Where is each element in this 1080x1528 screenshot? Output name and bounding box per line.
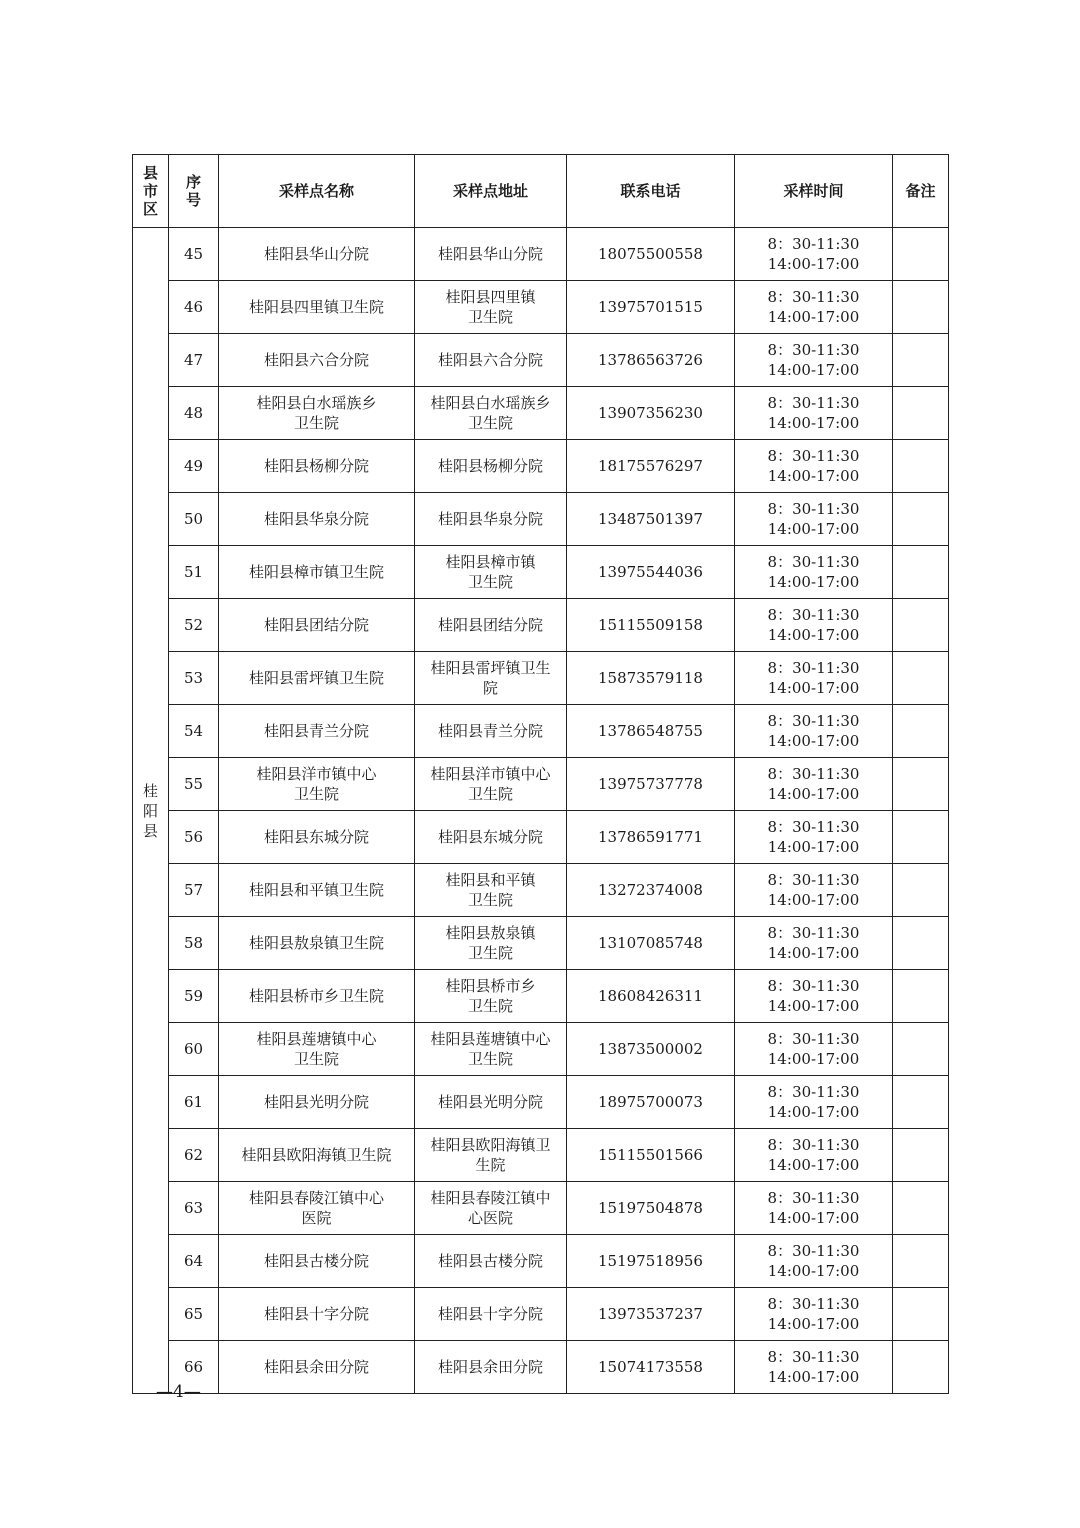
table-row [133,546,949,599]
phone-cell: 13975701515 [567,281,735,334]
table-row [133,970,949,1023]
table-row [133,493,949,546]
phone-cell: 13786563726 [567,334,735,387]
table-row [133,811,949,864]
time-cell: 8：30-11:30 14:00-17:00 [735,970,893,1023]
table-row [133,705,949,758]
name-cell: 桂阳县四里镇卫生院 [219,281,415,334]
table-row [133,1182,949,1235]
table-row [133,228,949,281]
address-cell: 桂阳县东城分院 [415,811,567,864]
name-cell: 桂阳县白水瑶族乡 卫生院 [219,387,415,440]
table-row [133,1129,949,1182]
table-row [133,1076,949,1129]
seq-cell: 53 [169,652,219,705]
seq-cell: 48 [169,387,219,440]
address-cell: 桂阳县华山分院 [415,228,567,281]
seq-cell: 62 [169,1129,219,1182]
phone-cell: 15115501566 [567,1129,735,1182]
address-cell: 桂阳县桥市乡 卫生院 [415,970,567,1023]
sampling-sites-table [132,154,949,1394]
seq-cell: 60 [169,1023,219,1076]
name-cell: 桂阳县桥市乡卫生院 [219,970,415,1023]
address-cell: 桂阳县莲塘镇中心 卫生院 [415,1023,567,1076]
seq-cell: 47 [169,334,219,387]
note-cell [893,387,949,440]
phone-cell: 13107085748 [567,917,735,970]
name-cell: 桂阳县杨柳分院 [219,440,415,493]
address-cell: 桂阳县白水瑶族乡 卫生院 [415,387,567,440]
note-cell [893,546,949,599]
phone-cell: 18975700073 [567,1076,735,1129]
time-cell: 8：30-11:30 14:00-17:00 [735,1182,893,1235]
name-cell: 桂阳县华山分院 [219,228,415,281]
name-cell: 桂阳县十字分院 [219,1288,415,1341]
address-cell: 桂阳县六合分院 [415,334,567,387]
seq-cell: 56 [169,811,219,864]
name-cell: 桂阳县古楼分院 [219,1235,415,1288]
address-cell: 桂阳县青兰分院 [415,705,567,758]
phone-cell: 13907356230 [567,387,735,440]
name-cell: 桂阳县春陵江镇中心 医院 [219,1182,415,1235]
note-cell [893,1023,949,1076]
address-cell: 桂阳县古楼分院 [415,1235,567,1288]
name-cell: 桂阳县团结分院 [219,599,415,652]
note-cell [893,1341,949,1394]
note-cell [893,1288,949,1341]
seq-cell: 50 [169,493,219,546]
name-cell: 桂阳县东城分院 [219,811,415,864]
phone-cell: 18608426311 [567,970,735,1023]
seq-cell: 51 [169,546,219,599]
name-cell: 桂阳县敖泉镇卫生院 [219,917,415,970]
time-cell: 8：30-11:30 14:00-17:00 [735,705,893,758]
address-cell: 桂阳县雷坪镇卫生 院 [415,652,567,705]
time-cell: 8：30-11:30 14:00-17:00 [735,1341,893,1394]
seq-cell: 54 [169,705,219,758]
name-cell: 桂阳县光明分院 [219,1076,415,1129]
name-cell: 桂阳县欧阳海镇卫生院 [219,1129,415,1182]
address-cell: 桂阳县春陵江镇中 心医院 [415,1182,567,1235]
phone-cell: 13973537237 [567,1288,735,1341]
phone-cell: 18075500558 [567,228,735,281]
address-cell: 桂阳县洋市镇中心 卫生院 [415,758,567,811]
time-cell: 8：30-11:30 14:00-17:00 [735,228,893,281]
header-row [133,155,949,228]
name-cell: 桂阳县青兰分院 [219,705,415,758]
name-cell: 桂阳县洋市镇中心 卫生院 [219,758,415,811]
address-cell: 桂阳县华泉分院 [415,493,567,546]
header-name: 采样点名称 [219,155,415,228]
header-county: 县 市 区 [133,155,169,228]
seq-cell: 66 [169,1341,219,1394]
note-cell [893,917,949,970]
phone-cell: 13975544036 [567,546,735,599]
table-row [133,281,949,334]
header-note: 备注 [893,155,949,228]
note-cell [893,493,949,546]
table-row [133,334,949,387]
county-cell: 桂 阳 县 [133,228,169,1394]
phone-cell: 15873579118 [567,652,735,705]
name-cell: 桂阳县华泉分院 [219,493,415,546]
name-cell: 桂阳县樟市镇卫生院 [219,546,415,599]
seq-cell: 57 [169,864,219,917]
note-cell [893,1129,949,1182]
address-cell: 桂阳县十字分院 [415,1288,567,1341]
table-row [133,1235,949,1288]
table-row [133,1023,949,1076]
name-cell: 桂阳县和平镇卫生院 [219,864,415,917]
note-cell [893,864,949,917]
table-row [133,387,949,440]
time-cell: 8：30-11:30 14:00-17:00 [735,440,893,493]
table-row [133,652,949,705]
note-cell [893,1182,949,1235]
header-seq: 序 号 [169,155,219,228]
note-cell [893,1235,949,1288]
phone-cell: 15197504878 [567,1182,735,1235]
time-cell: 8：30-11:30 14:00-17:00 [735,546,893,599]
time-cell: 8：30-11:30 14:00-17:00 [735,758,893,811]
time-cell: 8：30-11:30 14:00-17:00 [735,1288,893,1341]
table-row [133,864,949,917]
note-cell [893,758,949,811]
address-cell: 桂阳县欧阳海镇卫 生院 [415,1129,567,1182]
seq-cell: 59 [169,970,219,1023]
note-cell [893,811,949,864]
phone-cell: 13873500002 [567,1023,735,1076]
table-row [133,440,949,493]
seq-cell: 64 [169,1235,219,1288]
note-cell [893,652,949,705]
seq-cell: 58 [169,917,219,970]
name-cell: 桂阳县余田分院 [219,1341,415,1394]
time-cell: 8：30-11:30 14:00-17:00 [735,811,893,864]
table-body [133,228,949,1394]
phone-cell: 18175576297 [567,440,735,493]
header-time: 采样时间 [735,155,893,228]
table-row [133,599,949,652]
phone-cell: 15197518956 [567,1235,735,1288]
time-cell: 8：30-11:30 14:00-17:00 [735,1076,893,1129]
note-cell [893,281,949,334]
phone-cell: 15115509158 [567,599,735,652]
address-cell: 桂阳县团结分院 [415,599,567,652]
phone-cell: 13975737778 [567,758,735,811]
seq-cell: 49 [169,440,219,493]
note-cell [893,970,949,1023]
time-cell: 8：30-11:30 14:00-17:00 [735,917,893,970]
note-cell [893,705,949,758]
phone-cell: 13786548755 [567,705,735,758]
name-cell: 桂阳县雷坪镇卫生院 [219,652,415,705]
seq-cell: 63 [169,1182,219,1235]
address-cell: 桂阳县杨柳分院 [415,440,567,493]
seq-cell: 45 [169,228,219,281]
time-cell: 8：30-11:30 14:00-17:00 [735,1023,893,1076]
phone-cell: 13786591771 [567,811,735,864]
table-row [133,917,949,970]
phone-cell: 13272374008 [567,864,735,917]
table-row [133,758,949,811]
name-cell: 桂阳县六合分院 [219,334,415,387]
seq-cell: 61 [169,1076,219,1129]
time-cell: 8：30-11:30 14:00-17:00 [735,1235,893,1288]
page-number: —4— [156,1382,201,1402]
header-phone: 联系电话 [567,155,735,228]
note-cell [893,228,949,281]
note-cell [893,1076,949,1129]
note-cell [893,334,949,387]
seq-cell: 55 [169,758,219,811]
address-cell: 桂阳县余田分院 [415,1341,567,1394]
time-cell: 8：30-11:30 14:00-17:00 [735,281,893,334]
seq-cell: 46 [169,281,219,334]
seq-cell: 52 [169,599,219,652]
time-cell: 8：30-11:30 14:00-17:00 [735,1129,893,1182]
time-cell: 8：30-11:30 14:00-17:00 [735,864,893,917]
phone-cell: 13487501397 [567,493,735,546]
note-cell [893,440,949,493]
table-row [133,1288,949,1341]
address-cell: 桂阳县四里镇 卫生院 [415,281,567,334]
time-cell: 8：30-11:30 14:00-17:00 [735,652,893,705]
table-row [133,1341,949,1394]
time-cell: 8：30-11:30 14:00-17:00 [735,493,893,546]
note-cell [893,599,949,652]
address-cell: 桂阳县和平镇 卫生院 [415,864,567,917]
name-cell: 桂阳县莲塘镇中心 卫生院 [219,1023,415,1076]
address-cell: 桂阳县敖泉镇 卫生院 [415,917,567,970]
time-cell: 8：30-11:30 14:00-17:00 [735,387,893,440]
header-address: 采样点地址 [415,155,567,228]
seq-cell: 65 [169,1288,219,1341]
time-cell: 8：30-11:30 14:00-17:00 [735,599,893,652]
address-cell: 桂阳县光明分院 [415,1076,567,1129]
phone-cell: 15074173558 [567,1341,735,1394]
time-cell: 8：30-11:30 14:00-17:00 [735,334,893,387]
address-cell: 桂阳县樟市镇 卫生院 [415,546,567,599]
